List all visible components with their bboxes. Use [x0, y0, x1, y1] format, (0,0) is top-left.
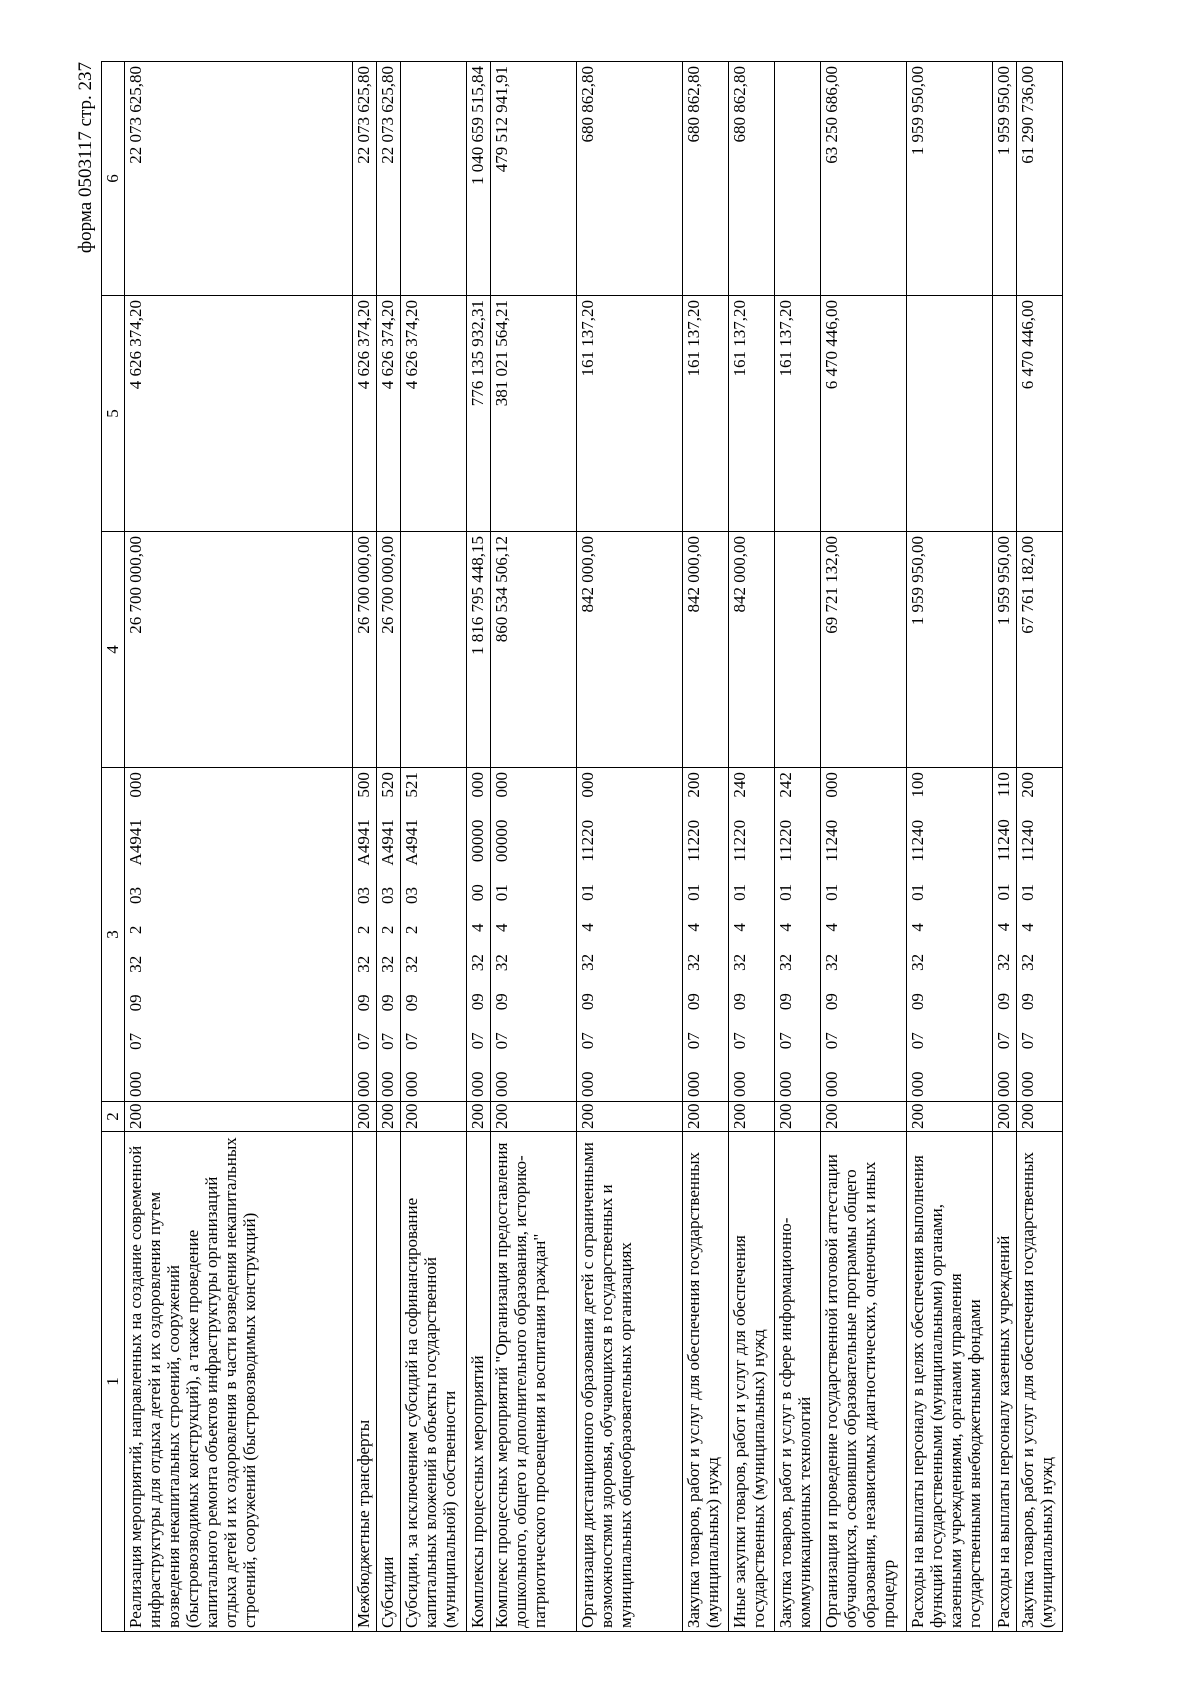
row-approved: 67 761 182,00: [1017, 532, 1063, 768]
expense-code: [684, 770, 703, 1099]
table-row: [729, 62, 775, 1632]
code-segment: 4: [684, 923, 703, 932]
code-segment: 01: [492, 884, 511, 902]
table-row: [907, 62, 993, 1632]
table-row: [683, 62, 729, 1632]
row-executed: 4 626 374,20: [401, 296, 467, 532]
row-approved: 1 959 950,00: [907, 532, 993, 768]
code-segment: 01: [822, 883, 841, 901]
code-segment: 4: [578, 923, 597, 932]
code-segment: А4941: [402, 819, 421, 866]
form-label: форма 0503117 стр. 237: [75, 62, 96, 254]
code-segment: 4: [1018, 923, 1037, 932]
code-segment: 00: [468, 884, 487, 902]
row-code-line: 200: [907, 1102, 993, 1132]
code-segment: 32: [994, 953, 1013, 971]
row-expense-code: [821, 768, 907, 1102]
code-segment: А4941: [126, 819, 145, 866]
code-segment: 32: [730, 953, 749, 971]
expense-code: [730, 770, 749, 1099]
expense-code: [578, 770, 597, 1099]
code-segment: 09: [684, 993, 703, 1011]
row-code-line: 200: [401, 1102, 467, 1132]
row-expense-code: [125, 768, 353, 1102]
code-segment: 4: [730, 923, 749, 932]
code-segment: 09: [492, 993, 511, 1011]
row-approved: 26 700 000,00: [353, 532, 377, 768]
code-segment: 4: [994, 922, 1013, 932]
row-name: Закупка товаров, работ и услуг в сфере информационно-коммуникационных технологий: [775, 1132, 821, 1632]
code-segment: 07: [468, 1032, 487, 1050]
code-segment: 09: [402, 994, 421, 1012]
row-name: Комплекс процессных мероприятий "Организация предоставления дошкольного, общего и дополнительного образования, историко-патриотического просвещения и воспитания граждан": [491, 1132, 577, 1632]
expense-code: [822, 770, 841, 1099]
code-segment: 200: [1018, 772, 1037, 798]
row-expense-code: [491, 768, 577, 1102]
expense-code: [402, 770, 421, 1099]
code-segment: 32: [908, 953, 927, 971]
code-segment: 00000: [492, 819, 511, 863]
code-segment: 09: [994, 992, 1013, 1010]
code-segment: 07: [994, 1032, 1013, 1050]
expense-code: [354, 770, 373, 1099]
column-header: 1: [102, 1132, 125, 1632]
code-segment: 2: [126, 925, 145, 935]
code-segment: 09: [468, 993, 487, 1011]
row-name: Иные закупки товаров, работ и услуг для обеспечения государственных (муниципальных) нужд: [729, 1132, 775, 1632]
code-segment: 32: [822, 953, 841, 971]
code-segment: 09: [776, 993, 795, 1011]
code-segment: 01: [730, 883, 749, 901]
column-header: 5: [102, 296, 125, 532]
row-approved: 860 534 506,12: [491, 532, 577, 768]
row-name: Расходы на выплаты персоналу в целях обеспечения выполнения функций государственными (муниципальными) органами, казенными учреждениями, органами управления государственными внебюджетными фондами: [907, 1132, 993, 1632]
row-expense-code: [353, 768, 377, 1102]
row-unexecuted: 22 073 625,80: [353, 62, 377, 296]
code-segment: 03: [378, 887, 397, 905]
code-segment: 32: [684, 953, 703, 971]
table-row: [577, 62, 683, 1632]
row-unexecuted: [401, 62, 467, 296]
code-segment: 000: [492, 772, 511, 798]
row-expense-code: [401, 768, 467, 1102]
code-segment: 000: [578, 772, 597, 798]
row-unexecuted: 479 512 941,91: [491, 62, 577, 296]
row-code-line: 200: [353, 1102, 377, 1132]
row-code-line: 200: [775, 1102, 821, 1132]
code-segment: 09: [730, 993, 749, 1011]
row-executed: 776 135 932,31: [467, 296, 491, 532]
code-segment: 32: [354, 955, 373, 973]
code-segment: 4: [822, 923, 841, 932]
code-segment: 4: [908, 923, 927, 932]
row-expense-code: [907, 768, 993, 1102]
code-segment: 07: [492, 1032, 511, 1050]
row-expense-code: [775, 768, 821, 1102]
code-segment: 11240: [1018, 819, 1037, 862]
row-name: Организация и проведение государственной итоговой аттестации обучающихся, освоивших образовательные программы общего образования, независимых диагностических, оценочных и иных процедур: [821, 1132, 907, 1632]
row-unexecuted: 1 959 950,00: [907, 62, 993, 296]
row-executed: 161 137,20: [729, 296, 775, 532]
code-segment: 000: [776, 1071, 795, 1097]
table-row: [401, 62, 467, 1632]
expense-code: [492, 770, 511, 1099]
code-segment: 000: [578, 1071, 597, 1097]
code-segment: 03: [126, 887, 145, 905]
code-segment: 01: [908, 883, 927, 901]
row-executed: 4 626 374,20: [125, 296, 353, 532]
row-executed: [993, 296, 1017, 532]
table-row: [1017, 62, 1063, 1632]
code-segment: 11220: [730, 819, 749, 862]
code-segment: 11240: [822, 819, 841, 862]
code-segment: 32: [402, 955, 421, 973]
row-expense-code: [683, 768, 729, 1102]
row-unexecuted: 680 862,80: [577, 62, 683, 296]
code-segment: 520: [378, 772, 397, 798]
table-row: [775, 62, 821, 1632]
row-unexecuted: 1 959 950,00: [993, 62, 1017, 296]
expense-code: [378, 770, 397, 1099]
row-executed: 161 137,20: [775, 296, 821, 532]
table-row: [353, 62, 377, 1632]
table-row: [467, 62, 491, 1632]
code-segment: 000: [908, 1071, 927, 1097]
expense-code: [994, 770, 1013, 1099]
row-name: Расходы на выплаты персоналу казенных учреждений: [993, 1132, 1017, 1632]
row-unexecuted: [775, 62, 821, 296]
row-approved: 69 721 132,00: [821, 532, 907, 768]
code-segment: 000: [378, 1071, 397, 1097]
code-segment: 11240: [908, 819, 927, 862]
expense-code: [468, 770, 487, 1099]
row-expense-code: [467, 768, 491, 1102]
code-segment: 4: [468, 923, 487, 932]
code-segment: 000: [994, 1071, 1013, 1097]
row-code-line: 200: [729, 1102, 775, 1132]
row-name: Межбюджетные трансферты: [353, 1132, 377, 1632]
code-segment: 000: [492, 1071, 511, 1097]
row-executed: 381 021 564,21: [491, 296, 577, 532]
code-segment: 100: [908, 772, 927, 798]
code-segment: 32: [776, 953, 795, 971]
code-segment: 09: [578, 993, 597, 1011]
code-segment: 32: [468, 954, 487, 972]
row-code-line: 200: [377, 1102, 401, 1132]
code-segment: 500: [354, 772, 373, 798]
code-segment: 09: [126, 994, 145, 1012]
code-segment: 07: [684, 1032, 703, 1050]
row-executed: [907, 296, 993, 532]
code-segment: 09: [1018, 993, 1037, 1011]
row-executed: 161 137,20: [577, 296, 683, 532]
column-header: 2: [102, 1102, 125, 1132]
column-header: 4: [102, 532, 125, 768]
code-segment: 32: [1018, 953, 1037, 971]
code-segment: 000: [402, 1071, 421, 1097]
code-segment: 000: [126, 1071, 145, 1097]
row-name: Комплексы процессных мероприятий: [467, 1132, 491, 1632]
row-unexecuted: 61 290 736,00: [1017, 62, 1063, 296]
code-segment: 07: [776, 1032, 795, 1050]
row-approved: [775, 532, 821, 768]
code-segment: 11240: [994, 819, 1013, 862]
row-name: Субсидии: [377, 1132, 401, 1632]
code-segment: 01: [776, 883, 795, 901]
code-segment: 521: [402, 772, 421, 798]
column-header: 6: [102, 62, 125, 296]
code-segment: 07: [822, 1032, 841, 1050]
code-segment: 09: [354, 994, 373, 1012]
row-expense-code: [1017, 768, 1063, 1102]
row-code-line: 200: [491, 1102, 577, 1132]
row-executed: 161 137,20: [683, 296, 729, 532]
header-row: [102, 62, 125, 1632]
code-segment: 240: [730, 772, 749, 798]
code-segment: 09: [908, 993, 927, 1011]
expenses-table: [101, 61, 1063, 1632]
code-segment: 32: [126, 955, 145, 973]
row-approved: 842 000,00: [729, 532, 775, 768]
row-code-line: 200: [683, 1102, 729, 1132]
code-segment: 000: [730, 1071, 749, 1097]
code-segment: 01: [578, 883, 597, 901]
code-segment: 00000: [468, 819, 487, 863]
row-unexecuted: 63 250 686,00: [821, 62, 907, 296]
table-row: [491, 62, 577, 1632]
code-segment: 09: [378, 994, 397, 1012]
row-code-line: 200: [577, 1102, 683, 1132]
code-segment: 2: [402, 925, 421, 935]
code-segment: 07: [1018, 1032, 1037, 1050]
row-unexecuted: 680 862,80: [729, 62, 775, 296]
code-segment: 01: [1018, 883, 1037, 901]
code-segment: А4941: [378, 819, 397, 866]
expense-code: [776, 770, 795, 1099]
table-row: [821, 62, 907, 1632]
row-name: Организация дистанционного образования детей с ограниченными возможностями здоровья, обучающихся в государственных и муниципальных общеобразовательных организациях: [577, 1132, 683, 1632]
code-segment: 110: [994, 772, 1013, 797]
row-executed: 4 626 374,20: [377, 296, 401, 532]
row-expense-code: [577, 768, 683, 1102]
row-approved: [401, 532, 467, 768]
row-expense-code: [993, 768, 1017, 1102]
code-segment: 32: [578, 953, 597, 971]
code-segment: 07: [402, 1032, 421, 1050]
row-approved: 26 700 000,00: [125, 532, 353, 768]
code-segment: 32: [378, 955, 397, 973]
row-code-line: 200: [467, 1102, 491, 1132]
row-name: Закупка товаров, работ и услуг для обеспечения государственных (муниципальных) нужд: [683, 1132, 729, 1632]
code-segment: 000: [354, 1071, 373, 1097]
code-segment: 000: [822, 1071, 841, 1097]
table-row: [377, 62, 401, 1632]
code-segment: 000: [468, 1071, 487, 1097]
column-header: 3: [102, 768, 125, 1102]
row-code-line: 200: [125, 1102, 353, 1132]
row-approved: 1 816 795 448,15: [467, 532, 491, 768]
expense-code: [908, 770, 927, 1099]
code-segment: 07: [378, 1032, 397, 1050]
code-segment: 11220: [578, 819, 597, 862]
code-segment: 03: [354, 887, 373, 905]
code-segment: 07: [354, 1032, 373, 1050]
code-segment: 000: [126, 772, 145, 798]
row-executed: 6 470 446,00: [821, 296, 907, 532]
code-segment: 01: [684, 883, 703, 901]
code-segment: 07: [126, 1032, 145, 1050]
code-segment: 11220: [684, 819, 703, 862]
code-segment: 11220: [776, 819, 795, 862]
code-segment: 000: [1018, 1071, 1037, 1097]
row-approved: 842 000,00: [683, 532, 729, 768]
table-row: [993, 62, 1017, 1632]
row-name: Реализация мероприятий, направленных на создание современной инфраструктуры для отдыха детей и их оздоровления путем возведения некапитальных строений, сооружений (быстровозводимых конструкций), а также проведение капитального ремонта объектов инфраструктуры организаций отдыха детей и их оздоровления в части возведения некапитальных строений, сооружений (быстровозводимых конструкций): [125, 1132, 353, 1632]
code-segment: 4: [776, 923, 795, 932]
code-segment: 2: [354, 925, 373, 935]
row-unexecuted: 680 862,80: [683, 62, 729, 296]
row-approved: 1 959 950,00: [993, 532, 1017, 768]
code-segment: 32: [492, 954, 511, 972]
row-approved: 842 000,00: [577, 532, 683, 768]
rotated-page: [75, 62, 1075, 1632]
code-segment: 07: [730, 1032, 749, 1050]
row-code-line: 200: [993, 1102, 1017, 1132]
code-segment: 01: [994, 883, 1013, 901]
expense-code: [126, 770, 145, 1099]
row-code-line: 200: [821, 1102, 907, 1132]
row-executed: 4 626 374,20: [353, 296, 377, 532]
row-executed: 6 470 446,00: [1017, 296, 1063, 532]
table-row: [125, 62, 353, 1632]
row-expense-code: [729, 768, 775, 1102]
row-approved: 26 700 000,00: [377, 532, 401, 768]
code-segment: 242: [776, 772, 795, 798]
code-segment: 000: [684, 1071, 703, 1097]
code-segment: 4: [492, 923, 511, 932]
code-segment: 09: [822, 993, 841, 1011]
row-name: Субсидии, за исключением субсидий на софинансирование капитальных вложений в объекты государственной (муниципальной) собственности: [401, 1132, 467, 1632]
code-segment: 200: [684, 772, 703, 798]
expense-code: [1018, 770, 1037, 1099]
code-segment: 000: [468, 772, 487, 798]
code-segment: 2: [378, 925, 397, 935]
code-segment: 07: [578, 1032, 597, 1050]
code-segment: 000: [822, 772, 841, 798]
row-code-line: 200: [1017, 1102, 1063, 1132]
code-segment: А4941: [354, 819, 373, 866]
row-unexecuted: 1 040 659 515,84: [467, 62, 491, 296]
row-expense-code: [377, 768, 401, 1102]
code-segment: 03: [402, 887, 421, 905]
code-segment: 07: [908, 1032, 927, 1050]
row-unexecuted: 22 073 625,80: [377, 62, 401, 296]
row-unexecuted: 22 073 625,80: [125, 62, 353, 296]
row-name: Закупка товаров, работ и услуг для обеспечения государственных (муниципальных) нужд: [1017, 1132, 1063, 1632]
